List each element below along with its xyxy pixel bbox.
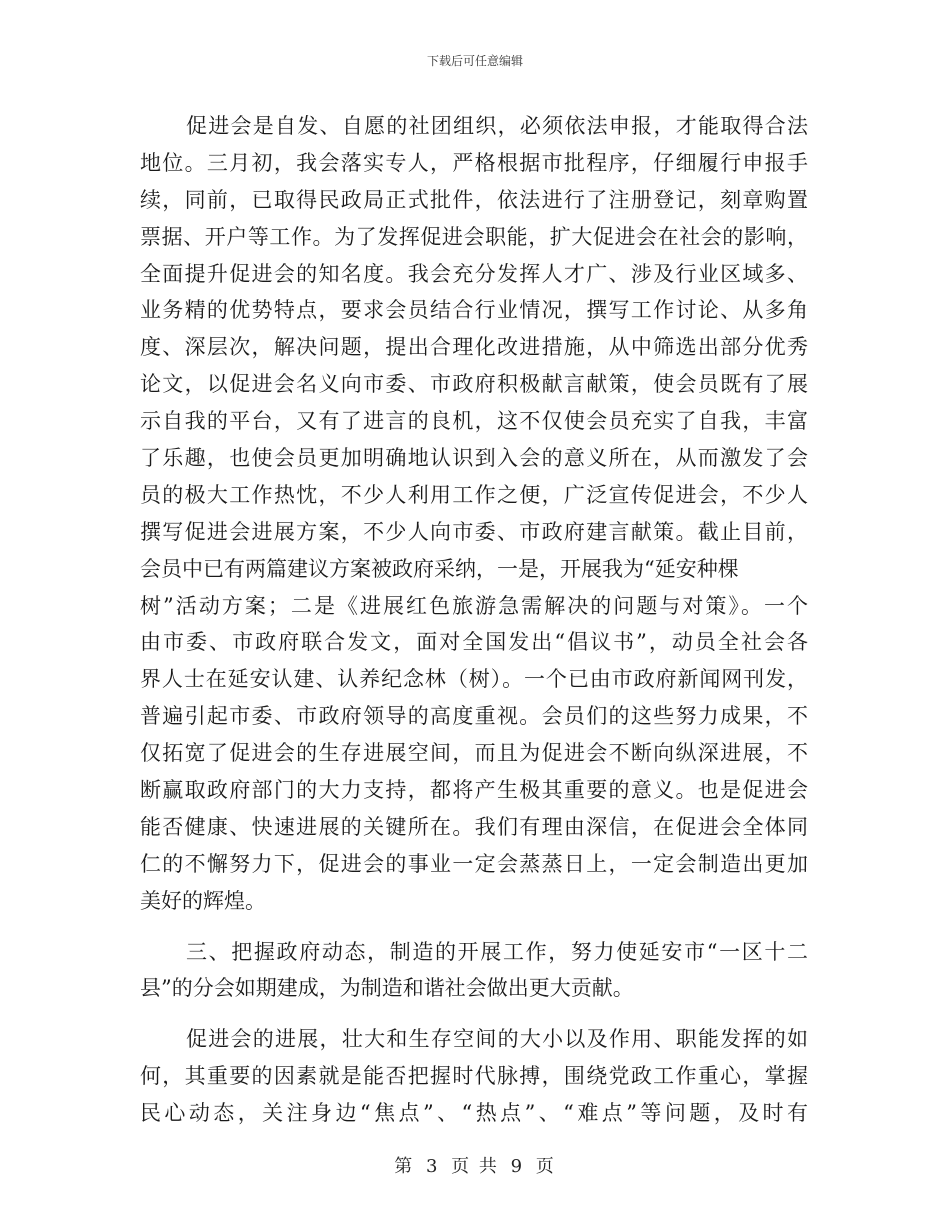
text-line: 示自我的平台，又有了进言的良机，这不仅使会员充实了自我，丰富: [140, 409, 808, 434]
text-line: 了乐趣，也使会员更加明确地认识到入会的意义所在，从而激发了会: [140, 446, 808, 471]
total-page-count: 9: [510, 1156, 525, 1177]
text-line: 仁的不懈努力下，促进会的事业一定会蒸蒸日上，一定会制造出更加: [140, 851, 808, 876]
text-line: 何，其重要的因素就是能否把握时代脉搏，围绕党政工作重心，掌握: [140, 1064, 808, 1089]
text-line: 度、深层次，解决问题，提出合理化改进措施，从中筛选出部分优秀: [140, 335, 808, 360]
paragraph-3: [140, 1021, 808, 1132]
text-line: 撰写促进会进展方案，不少人向市委、市政府建言献策。截止目前，: [140, 519, 808, 544]
document-body: [140, 108, 808, 1132]
text-line: 票据、开户等工作。为了发挥促进会职能，扩大促进会在社会的影响，: [140, 224, 808, 249]
text-line: 三、把握政府动态，制造的开展工作，努力使延安市“一区十二: [186, 939, 808, 964]
text-line: 美好的辉煌。: [140, 888, 266, 913]
text-line: 能否健康、快速进展的关键所在。我们有理由深信，在促进会全体同: [140, 814, 808, 839]
text-line: 论文，以促进会名义向市委、市政府积极献言献策，使会员既有了展: [140, 372, 808, 397]
page-header: 下载后可任意编辑: [426, 54, 523, 68]
text-line: 全面提升促进会的知名度。我会充分发挥人才广、涉及行业区域多、: [140, 261, 808, 286]
text-line: 员的极大工作热忱，不少人利用工作之便，广泛宣传促进会，不少人: [140, 482, 808, 507]
footer-suffix: 页: [535, 1156, 556, 1177]
text-line: 业务精的优势特点，要求会员结合行业情况，撰写工作讨论、从多角: [140, 298, 808, 323]
text-line: 仅拓宽了促进会的生存进展空间，而且为促进会不断向纵深进展，不: [140, 741, 808, 766]
paragraph-gap: [140, 1007, 808, 1021]
current-page-number: 3: [425, 1156, 440, 1177]
text-line: 由市委、市政府联合发文，面对全国发出“倡议书”，动员全社会各: [140, 630, 808, 655]
text-line: 续，同前，已取得民政局正式批件，依法进行了注册登记，刻章购置: [140, 187, 808, 212]
text-line: 界人士在延安认建、认养纪念林（树）。一个已由市政府新闻网刊发，: [140, 667, 808, 692]
text-line: 民心动态，关注身边“焦点”、“热点”、“难点”等问题，及时有: [140, 1101, 808, 1126]
paragraph-2: [140, 934, 808, 1008]
footer-prefix: 第: [394, 1156, 415, 1177]
text-line: 普遍引起市委、市政府领导的高度重视。会员们的这些努力成果，不: [140, 704, 808, 729]
paragraph-1: [140, 108, 808, 920]
text-line: 县”的分会如期建成，为制造和谐社会做出更大贡献。: [140, 976, 634, 1001]
text-line: 树”活动方案；二是《进展红色旅游急需解决的问题与对策》。一个: [140, 593, 808, 618]
text-line: 会员中已有两篇建议方案被政府采纳，一是，开展我为“延安种棵: [140, 556, 739, 581]
text-line: 促进会是自发、自愿的社团组织，必须依法申报，才能取得合法: [186, 114, 808, 138]
text-line: 促进会的进展，壮大和生存空间的大小以及作用、职能发挥的如: [186, 1027, 808, 1052]
footer-mid: 页 共: [451, 1156, 499, 1177]
text-line: 断赢取政府部门的大力支持，都将产生极其重要的意义。也是促进会: [140, 778, 808, 803]
text-line: 地位。三月初，我会落实专人，严格根据市批程序，仔细履行申报手: [140, 150, 808, 175]
page-footer: [0, 1152, 950, 1178]
paragraph-gap: [140, 920, 808, 934]
